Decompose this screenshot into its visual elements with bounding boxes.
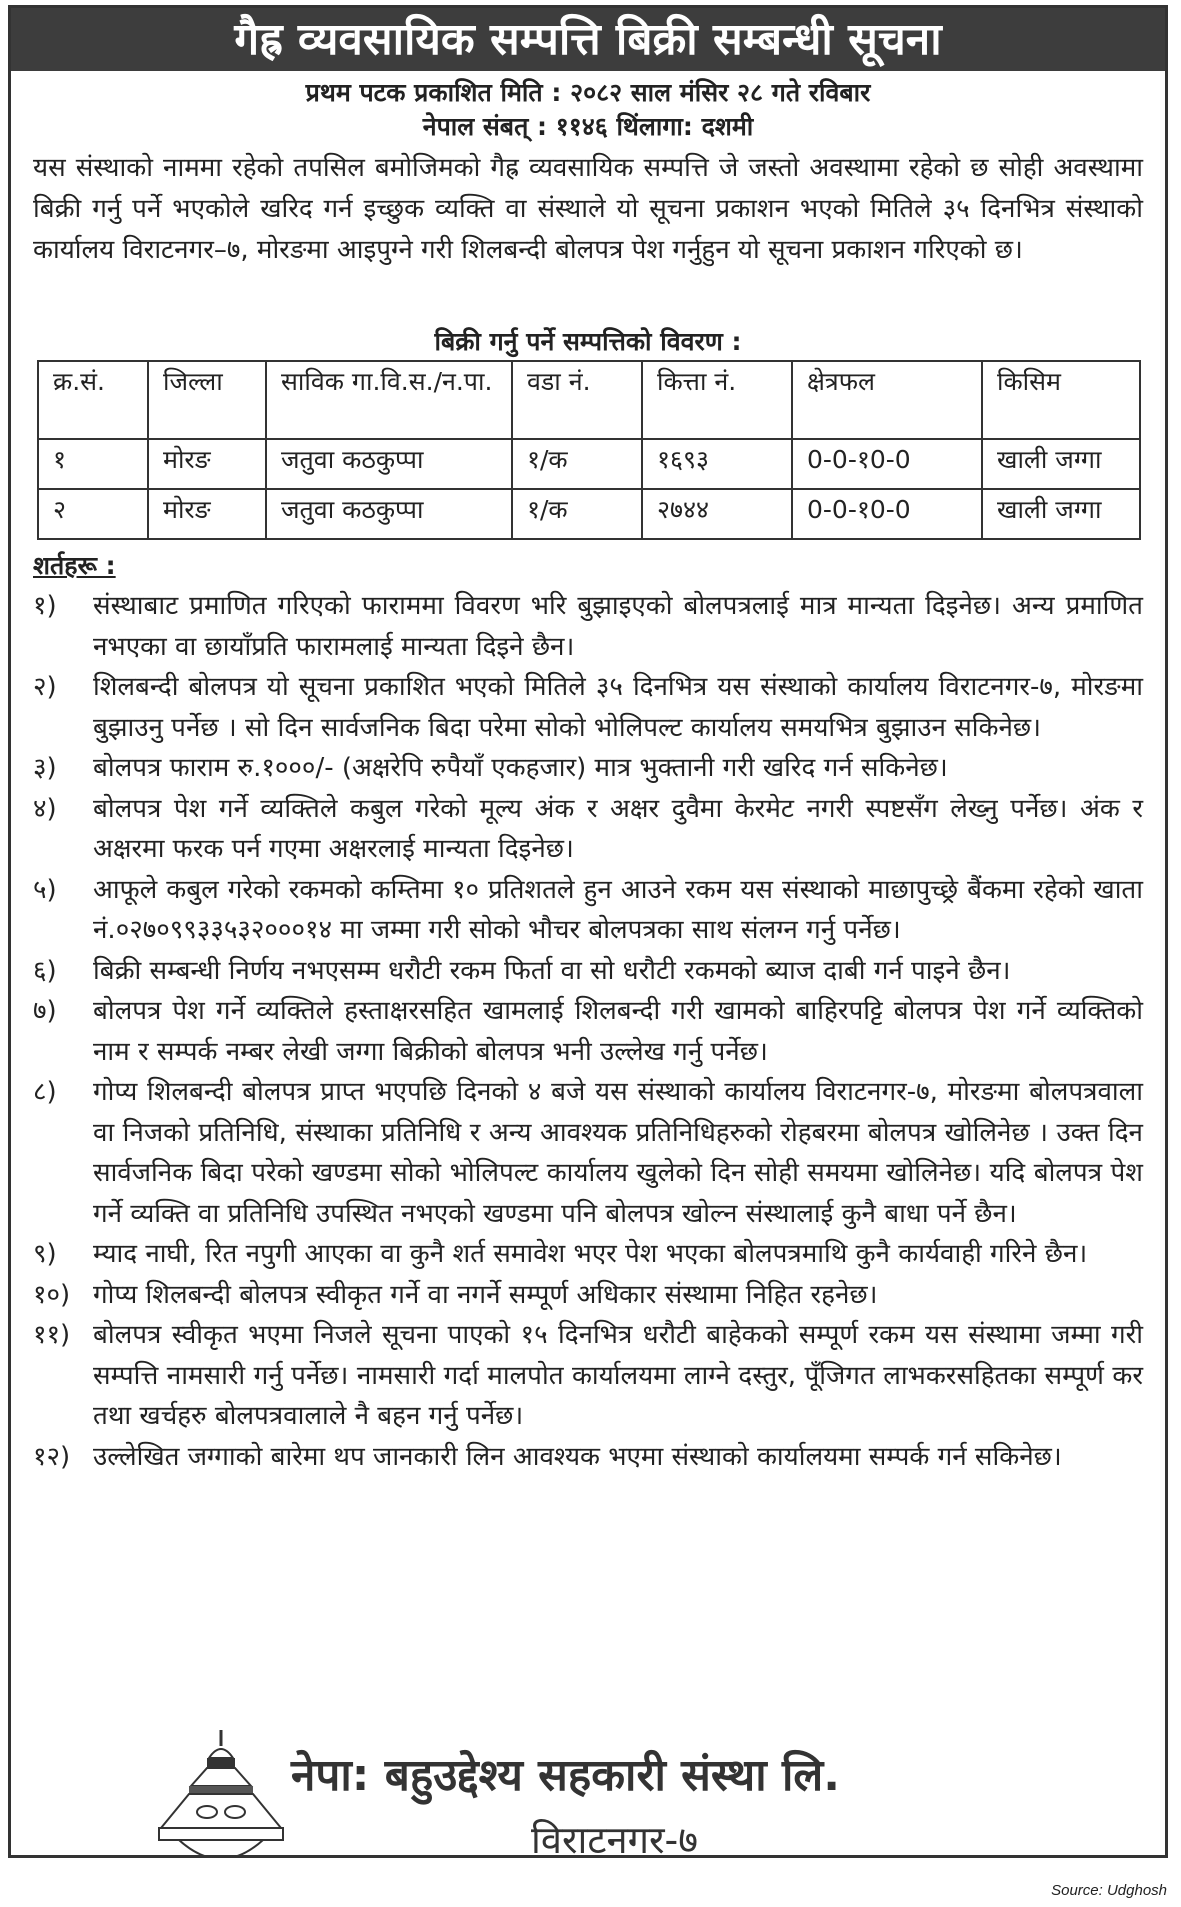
condition-text: संस्थाबाट प्रमाणित गरिएको फाराममा विवरण भरि बुझाइएको बोलपत्रलाई मात्र मान्यता दिइनेछ। अन्य प्रमाणित नभएका वा छायाँप्रति फारामलाई मान्यता दिइने छैन। (93, 591, 1143, 662)
conditions-title: शर्तहरू : (33, 551, 116, 580)
cell-former-vdc: जतुवा कठकुप्पा (266, 439, 512, 489)
condition-item (33, 667, 1143, 748)
condition-text: आफूले कबुल गरेको रकमको कम्तिमा १० प्रतिशतले हुन आउने रकम यस संस्थाको माछापुच्छ्रे बैंकमा रहेको खाता नं.०२७०९९३३५३२०००१४ मा जम्मा गरी सोको भौचर बोलपत्रका साथ संलग्न गर्नु पर्नेछ। (93, 874, 1143, 945)
cell-type: खाली जग्गा (982, 489, 1140, 539)
cell-ward: १/क (512, 489, 642, 539)
condition-text: शिलबन्दी बोलपत्र यो सूचना प्रकाशित भएको मितिले ३५ दिनभित्र यस संस्थाको कार्यालय विराटनगर-७, मोरङमा बुझाउनु पर्नेछ । सो दिन सार्वजनिक बिदा परेमा सोको भोलिपल्ट कार्यालय समयभित्र बुझाउन सकिनेछ। (93, 672, 1143, 743)
cell-district: मोरङ (148, 489, 266, 539)
condition-item (33, 1234, 1143, 1275)
cell-area: 0-0-१0-0 (792, 439, 982, 489)
condition-item (33, 951, 1143, 992)
cell-district: मोरङ (148, 439, 266, 489)
condition-text: बोलपत्र पेश गर्ने व्यक्तिले कबुल गरेको मूल्य अंक र अक्षर दुवैमा केरमेट नगरी स्पष्टसँग लेख्नु पर्नेछ। अंक र अक्षरमा फरक पर्न गएमा अक्षरलाई मान्यता दिइनेछ। (93, 793, 1143, 864)
conditions-list (33, 586, 1143, 1477)
col-sn: क्र.सं. (38, 361, 148, 439)
condition-number: ६) (33, 955, 57, 986)
condition-number: ८) (33, 1077, 57, 1107)
nepal-sambat-date: नेपाल संबत् : ११४६ थिंलागा: दशमी (422, 112, 754, 141)
col-kitta: कित्ता नं. (642, 361, 792, 439)
published-date: प्रथम पटक प्रकाशित मिति : २०८२ साल मंसिर २८ गते रविबार (305, 78, 871, 107)
cell-sn: १ (38, 439, 148, 489)
condition-number: ५) (33, 874, 57, 905)
notice-box (8, 5, 1168, 1862)
cell-ward: १/क (512, 439, 642, 489)
condition-item (33, 991, 1143, 1072)
condition-text: गोप्य शिलबन्दी बोलपत्र प्राप्त भएपछि दिनको ४ बजे यस संस्थाको कार्यालय विराटनगर-७, मोरङमा बोलपत्रवाला वा निजको प्रतिनिधि, संस्थाका प्रतिनिधि र अन्य आवश्यक प्रतिनिधिहरुको रोहबरमा बोलपत्र खोलिनेछ । उक्त दिन सार्वजनिक बिदा परेको खण्डमा सोको भोलिपल्ट कार्यालय खुलेको दिन सोही समयमा खोलिनेछ। यदि बोलपत्र पेश गर्ने व्यक्ति वा प्रतिनिधि उपस्थित नभएको खण्डमा पनि बोलपत्र खोल्न संस्थालाई कुनै बाधा पर्ने छैन। (93, 1077, 1143, 1229)
notice-title: गैह्र व्यवसायिक सम्पत्ति बिक्री सम्बन्धी सूचना (11, 8, 1165, 71)
source-credit: Source: Udghosh (1051, 1882, 1167, 1899)
cell-area: 0-0-१0-0 (792, 489, 982, 539)
condition-number: ४) (33, 793, 57, 824)
condition-number: १०) (33, 1279, 71, 1310)
condition-number: ७) (33, 996, 57, 1026)
col-type: किसिम (982, 361, 1140, 439)
condition-item (33, 870, 1143, 951)
cell-type: खाली जग्गा (982, 439, 1140, 489)
condition-number: ९) (33, 1239, 57, 1269)
col-ward: वडा नं. (512, 361, 642, 439)
condition-number: १) (33, 591, 57, 621)
condition-item (33, 1437, 1143, 1478)
cell-sn: २ (38, 489, 148, 539)
condition-item (33, 1072, 1143, 1234)
condition-item (33, 586, 1143, 667)
cooperative-logo (151, 1728, 291, 1858)
cell-kitta: २७४४ (642, 489, 792, 539)
col-area: क्षेत्रफल (792, 361, 982, 439)
condition-number: ११) (33, 1320, 71, 1350)
condition-number: ३) (33, 753, 57, 783)
table-title: बिक्री गर्नु पर्ने सम्पत्तिको विवरण : (434, 327, 742, 356)
condition-number: २) (33, 672, 57, 702)
organization-address: विराटनगर-७ (531, 1818, 699, 1862)
cell-former-vdc: जतुवा कठकुप्पा (266, 489, 512, 539)
table-header-row (38, 361, 1140, 439)
condition-item (33, 1275, 1143, 1316)
col-former-vdc: साविक गा.वि.स./न.पा. (266, 361, 512, 439)
condition-item (33, 789, 1143, 870)
condition-text: म्याद नाघी, रित नपुगी आएका वा कुनै शर्त समावेश भएर पेश भएका बोलपत्रमाथि कुनै कार्यवाही गरिने छैन। (93, 1239, 1088, 1269)
condition-item (33, 748, 1143, 789)
table-row (38, 439, 1140, 489)
condition-text: बोलपत्र फाराम रु.१०००/- (अक्षरेपि रुपैयाँ एकहजार) मात्र भुक्तानी गरी खरिद गर्न सकिनेछ। (93, 753, 948, 783)
condition-text: बोलपत्र पेश गर्ने व्यक्तिले हस्ताक्षरसहित खामलाई शिलबन्दी गरी खामको बाहिरपट्टि बोलपत्र पेश गर्ने व्यक्तिको नाम र सम्पर्क नम्बर लेखी जग्गा बिक्रीको बोलपत्र भनी उल्लेख गर्नु पर्नेछ। (93, 996, 1143, 1067)
condition-text: गोप्य शिलबन्दी बोलपत्र स्वीकृत गर्ने वा नगर्ने सम्पूर्ण अधिकार संस्थामा निहित रहनेछ। (93, 1279, 878, 1310)
organization-name: नेपा: बहुउद्देश्य सहकारी संस्था लि. (291, 1750, 840, 1801)
cell-kitta: १६९३ (642, 439, 792, 489)
table-row (38, 489, 1140, 539)
property-table (37, 360, 1141, 540)
intro-paragraph: यस संस्थाको नाममा रहेको तपसिल बमोजिमको गैह्र व्यवसायिक सम्पत्ति जे जस्तो अवस्थामा रहेको छ सोही अवस्थामा बिक्री गर्नु पर्ने भएकोले खरिद गर्न इच्छुक व्यक्ति वा संस्थाले यो सूचना प्रकाशन भएको मितिले ३५ दिनभित्र संस्थाको कार्यालय विराटनगर–७, मोरङमा आइपुग्ने गरी शिलबन्दी बोलपत्र पेश गर्नुहुन यो सूचना प्रकाशन गरिएको छ। (33, 153, 1143, 265)
condition-item (33, 1315, 1143, 1437)
col-district: जिल्ला (148, 361, 266, 439)
condition-text: बोलपत्र स्वीकृत भएमा निजले सूचना पाएको १५ दिनभित्र धरौटी बाहेकको सम्पूर्ण रकम यस संस्थामा जम्मा गरी सम्पत्ति नामसारी गर्नु पर्नेछ। नामसारी गर्दा मालपोत कार्यालयमा लाग्ने दस्तुर, पूँजिगत लाभकरसहितका सम्पूर्ण कर तथा खर्चहरु बोलपत्रवालाले नै बहन गर्नु पर्नेछ। (93, 1320, 1143, 1431)
condition-text: बिक्री सम्बन्धी निर्णय नभएसम्म धरौटी रकम फिर्ता वा सो धरौटी रकमको ब्याज दाबी गर्न पाइने छैन। (93, 955, 1011, 986)
condition-number: १२) (33, 1441, 71, 1472)
condition-text: उल्लेखित जग्गाको बारेमा थप जानकारी लिन आवश्यक भएमा संस्थाको कार्यालयमा सम्पर्क गर्न सकिनेछ। (93, 1441, 1062, 1472)
